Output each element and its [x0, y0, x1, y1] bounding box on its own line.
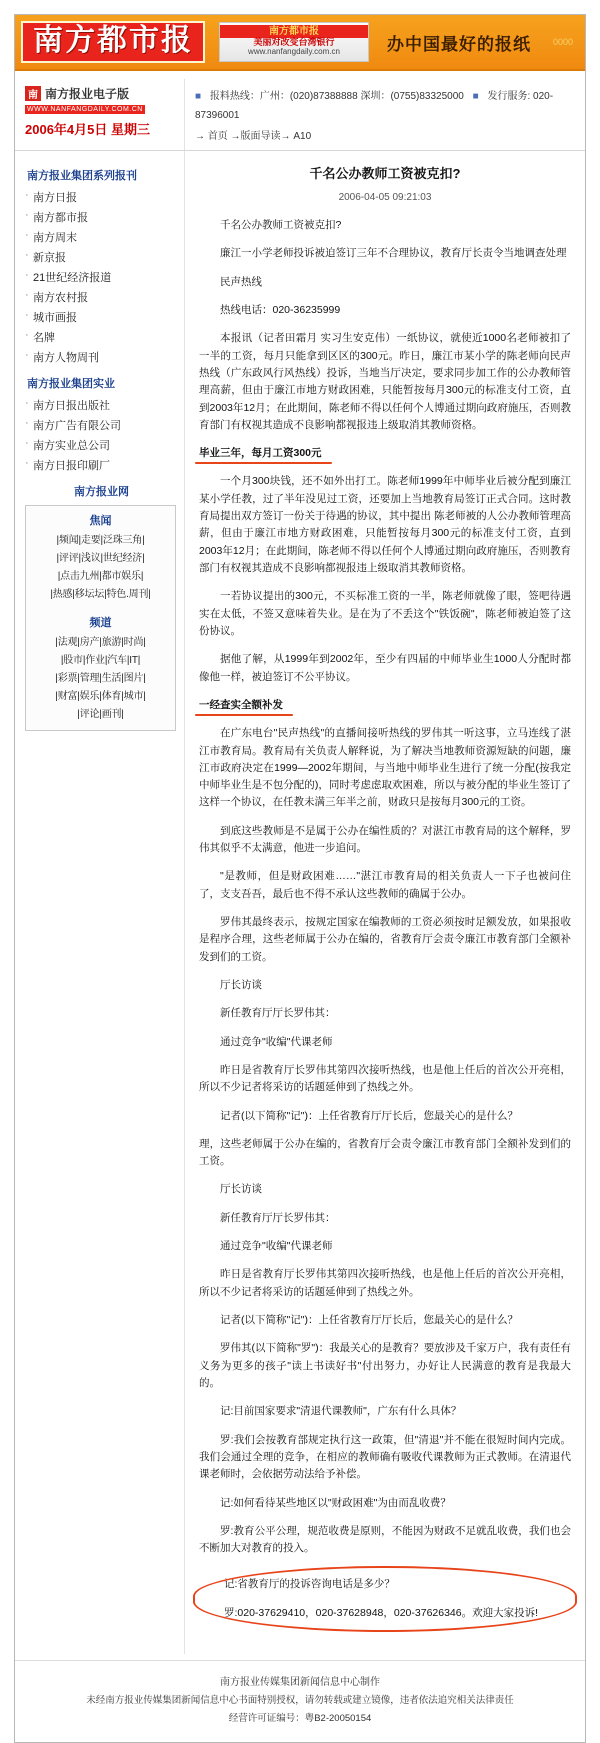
epaper-label: 南方报业电子版	[45, 87, 130, 101]
bullet-icon-2: ■	[472, 91, 479, 102]
sidebar-link[interactable]: 南方日报出版社	[33, 400, 110, 412]
article-paragraph: 昨日是省教育厅长罗伟其第四次接听热线，也是他上任后的首次公开亮相，所以不少记者将采访的话题延伸到了热线之外。	[199, 1063, 571, 1094]
sidebar-link[interactable]: 南方日报印刷厂	[33, 460, 110, 472]
article-paragraph: 到底这些教师是不是属于公办在编性质的？对湛江市教育局的这个解释，罗伟其似乎不太满意，他进一步追问。	[199, 824, 571, 855]
article-paragraph: "是教师，但是财政困难……"湛江市教育局的相关负责人一下子也被问住了，支支吾吾，最后也不得不承认这些教师的确属于公办。	[199, 870, 571, 900]
sidebar-item-people-weekly[interactable]	[23, 347, 180, 367]
masthead-slogan: 办中国最好的报纸	[387, 34, 531, 54]
article-subhead-wrapper	[199, 445, 571, 462]
article-paragraph: 厅长访谈	[220, 978, 262, 991]
article-subhead-salary: 毕业三年，每月工资300元	[199, 445, 322, 462]
sidebar-item-printing[interactable]	[23, 455, 180, 475]
footer-producer: 南方报业传媒集团新闻信息中心制作	[220, 1677, 380, 1689]
sidebar-group2-title: 南方报业集团实业	[27, 378, 115, 390]
sidebar-item-nanfang-metropolis[interactable]	[23, 207, 180, 227]
epaper-title[interactable]	[25, 85, 180, 102]
article-paragraph: 热线电话：020-36235999	[220, 303, 341, 316]
sidebar-item-nanfang-weekend[interactable]	[23, 227, 180, 247]
article-paragraph: 理，这些老师属于公办在编的，省教育厅会责令廉江市教育部门全额补发到们的工资。	[199, 1137, 571, 1168]
sidebar-group1-list	[23, 187, 180, 367]
channels-panel-title: 频道	[89, 617, 112, 629]
sidebar-item-industry[interactable]	[23, 435, 180, 455]
sidebar-link[interactable]: 南方农村报	[33, 292, 88, 304]
masthead	[15, 15, 585, 71]
news-panel-line[interactable]: |点击九州|都市娱乐|	[57, 571, 144, 582]
sidebar-link[interactable]: 城市画报	[33, 312, 77, 324]
article-paragraph: 罗:教育公平公理，规范收费是原则，不能因为财政不足就乱收费，我们也会不断加大对教育的投入。	[199, 1524, 571, 1555]
ad-line-3: www.nanfangdaily.com.cn	[248, 46, 340, 56]
channels-panel-line[interactable]: |股市|作业|汽车|IT|	[60, 655, 141, 666]
sidebar	[15, 151, 185, 1654]
distribution-text: 发行服务: 020-87396001	[195, 91, 554, 121]
sidebar-link[interactable]: 南方都市报	[33, 212, 88, 224]
article	[185, 151, 585, 1654]
article-answer-hotline: 罗:020-37629410，020-37628948，020-37626346。欢迎大家投诉!	[224, 1606, 539, 1619]
article-paragraph: 据他了解，从1999年到2002年，至少有四届的中师毕业生1000人分配时都像他一样，被迫签订不公平协议。	[199, 653, 571, 683]
article-paragraph: 一个月300块钱，还不如外出打工。陈老师1999年中师毕业后被分配到廉江某小学任教，过了半年没见过工资，还要加上当地教育局签订正式合同。这时教育局提出双方签订一份关于待遇的协议，其中提出 陈老师被的人公办教师管理高薪，但由于廉江市地方财政困难，只能暂按每月300元的标准支付工资，直到2003年12月；在此期间，陈老师不得以任何个人博通过期向政府施压，否则教育部门有权视其造成不良影响都视报违上级取消其教师资格。	[199, 475, 571, 574]
sidebar-group2-list	[23, 395, 180, 475]
channels-panel-line[interactable]: |法观|房产|旅游|时尚|	[55, 637, 146, 648]
article-paragraph: 一若协议提出的300元，不买标准工资的一半，陈老师就像了眼，签吧待遇实在太低，不签又意味着失业。是在为了不丢这个"铁饭碗"，陈老师被迫签了这份协议。	[199, 590, 571, 637]
article-paragraph: 记者(以下简称"记")：上任省教育厅厅长后，您最关心的是什么？	[220, 1109, 518, 1122]
article-paragraph: 通过竞争"收编"代课老师	[220, 1035, 333, 1048]
hotline-text: 报料热线：广州：(020)87388888 深圳：(0755)83325000	[209, 91, 464, 102]
article-timestamp: 2006-04-05 09:21:03	[338, 192, 432, 203]
sidebar-link[interactable]: 21世纪经济报道	[33, 272, 112, 284]
article-paragraph: 罗伟其(以下简称"罗")：我最关心的是教育？要放涉及千家万户，我有责任有义务为更多的孩子"读上书读好书"付出努力，办好让人民满意的教育是我最大的。	[199, 1342, 571, 1389]
sidebar-item-press[interactable]	[23, 395, 180, 415]
sidebar-link[interactable]: 南方广告有限公司	[33, 420, 121, 432]
news-panel-line[interactable]: |评评|浅议|世纪经济|	[56, 553, 145, 564]
sidebar-link[interactable]: 南方人物周刊	[33, 352, 99, 364]
sidebar-item-city-pictorial[interactable]	[23, 307, 180, 327]
bullet-icon: ■	[195, 91, 202, 102]
article-paragraph: 记:如何看待某些地区以"财政困难"为由而乱收费？	[220, 1496, 451, 1509]
news-panel	[25, 505, 176, 731]
channels-panel-line[interactable]: |财富|娱乐|体育|城市|	[55, 691, 146, 702]
epaper-url: WWW.NANFANGDAILY.COM.CN	[27, 106, 143, 113]
sidebar-group1-title: 南方报业集团系列报刊	[27, 170, 137, 182]
news-panel-title: 焦闻	[89, 515, 112, 527]
sidebar-link[interactable]: 南方实业总公司	[33, 440, 110, 452]
article-paragraph: 千名公办教师工资被克扣?	[220, 219, 342, 231]
article-paragraph: 昨日是省教育厅长罗伟其第四次接听热线，也是他上任后的首次公开亮相，所以不少记者将采访的话题延伸到了热线之外。	[199, 1268, 571, 1298]
sidebar-item-nanfang-daily[interactable]	[23, 187, 180, 207]
epaper-mark-icon: 南	[25, 86, 41, 101]
article-paragraph: 民声热线	[220, 275, 262, 288]
footer-license: 经营许可证编号：粤B2-20050154	[228, 1713, 372, 1725]
article-subhead-refund: 一经查实全额补发	[199, 697, 283, 714]
article-paragraph: 本报讯（记者田霜月 实习生安克伟）一纸协议，就使近1000名老师被扣了一半的工资，每月只能拿到区区的300元。昨日，廉江市某小学的陈老师向民声热线（广东政风行风热线）投诉，当地当厅决定，要求同步加工作的公办教师管理高薪，但由于廉江市地方财政困难，只能暂按每月300元的标准支付工资，直到2003年12月；在此期间，陈老师不得以任何个人博通过期向政府施压，否则教育部门有权视其造成不良影响都视报违上级取消其教师资格。	[199, 332, 571, 431]
masthead-corner-text: 0000	[552, 37, 573, 47]
sidebar-link[interactable]: 南方日报	[33, 192, 77, 204]
article-paragraph: 通过竞争"收编"代课老师	[220, 1240, 333, 1253]
sidebar-item-beijing-news[interactable]	[23, 247, 180, 267]
article-question-hotline: 记:省教育厅的投诉咨询电话是多少？	[224, 1578, 395, 1591]
sidebar-item-brand[interactable]	[23, 327, 180, 347]
article-paragraph: 廉江一小学老师投诉被迫签订三年不合理协议，教育厅长责令当地调查处理	[220, 247, 567, 260]
sidebar-item-rural-news[interactable]	[23, 287, 180, 307]
channels-panel-line[interactable]: |评论|画刊|	[77, 709, 124, 720]
contact-row	[195, 87, 579, 125]
sidebar-link[interactable]: 南方周末	[33, 232, 77, 244]
article-paragraph: 新任教育厅厅长罗伟其：	[220, 1211, 336, 1224]
sidebar-item-21st-century[interactable]	[23, 267, 180, 287]
article-paragraph: 在广东电台"民声热线"的直播间接听热线的罗伟其一听这事，立马连线了湛江市教育局。教育局有关负责人解释说，为了解决当地教师资源短缺的问题，廉江市政府决定在1999—2002年期间，与当地中师毕业生进行了统一分配(按我定中师毕业生是不包分配的)，同时考虑虑取欢困难，所以与被分配的毕业生签订了这样一个协议，在任教未满三年半之前，财政只是按每月300元的工资。	[199, 727, 571, 809]
footer	[15, 1660, 585, 1742]
article-paragraph: 新任教育厅厅长罗伟其：	[220, 1007, 336, 1020]
newspaper-frame	[14, 14, 586, 1743]
ad-banner[interactable]	[219, 22, 369, 62]
channels-panel-line[interactable]: |彩票|管理|生活|图片|	[55, 673, 146, 684]
issue-date: 2006年4月5日 星期三	[25, 122, 150, 137]
news-panel-line[interactable]: |频闻|走要|泛珠三角|	[56, 535, 145, 546]
ad-line-1: 南方都市报	[220, 25, 368, 38]
article-paragraph: 记者(以下简称"记")：上任省教育厅厅长后，您最关心的是什么？	[220, 1314, 518, 1326]
newspaper-logo[interactable]: 南方都市报	[21, 21, 205, 63]
page-title: 千名公办教师工资被克扣?	[309, 166, 461, 181]
top-info-bar	[15, 79, 585, 151]
ad-line-2: 美丽对改变台湾银行	[253, 37, 335, 47]
highlighted-contact-block	[199, 1568, 571, 1630]
article-paragraph: 罗伟其最终表示，按规定国家在编教师的工资必须按时足额发放，如果报收是程序合理，这些老师属于公办在编的，省教育厅会责令廉江市教育部门全额补发到们的工资。	[199, 916, 571, 963]
news-panel-line[interactable]: |热感|移坛坛|特色.周刊|	[50, 589, 151, 600]
article-paragraph: 厅长访谈	[220, 1183, 262, 1196]
epaper-block	[15, 79, 185, 150]
breadcrumb[interactable]: → 首页 →版面导读→ A10	[195, 131, 312, 142]
sidebar-item-advertising[interactable]	[23, 415, 180, 435]
main-split	[15, 151, 585, 1654]
contact-block	[185, 79, 585, 150]
sidebar-group3-title[interactable]: 南方报业网	[74, 486, 129, 498]
sidebar-link[interactable]: 新京报	[33, 252, 66, 264]
sidebar-link[interactable]: 名牌	[33, 332, 55, 344]
article-paragraph: 罗:我们会按教育部规定执行这一政策，但"清退"并不能在很短时间内完成。我们会通过全理的竞争，在相应的教师确有吸收代课教师为正式教师。在清退代课老师时，会依据劳动法给予补偿。	[199, 1433, 571, 1481]
footer-copyright: 未经南方报业传媒集团新闻信息中心书面特别授权，请勿转载或建立镜像，违者依法追究相关法律责任	[86, 1695, 514, 1707]
masthead-spacer	[15, 71, 585, 79]
article-paragraph: 记:目前国家要求"清退代课教师"，广东有什么具体？	[220, 1405, 462, 1418]
article-subhead-wrapper-2	[199, 697, 571, 714]
